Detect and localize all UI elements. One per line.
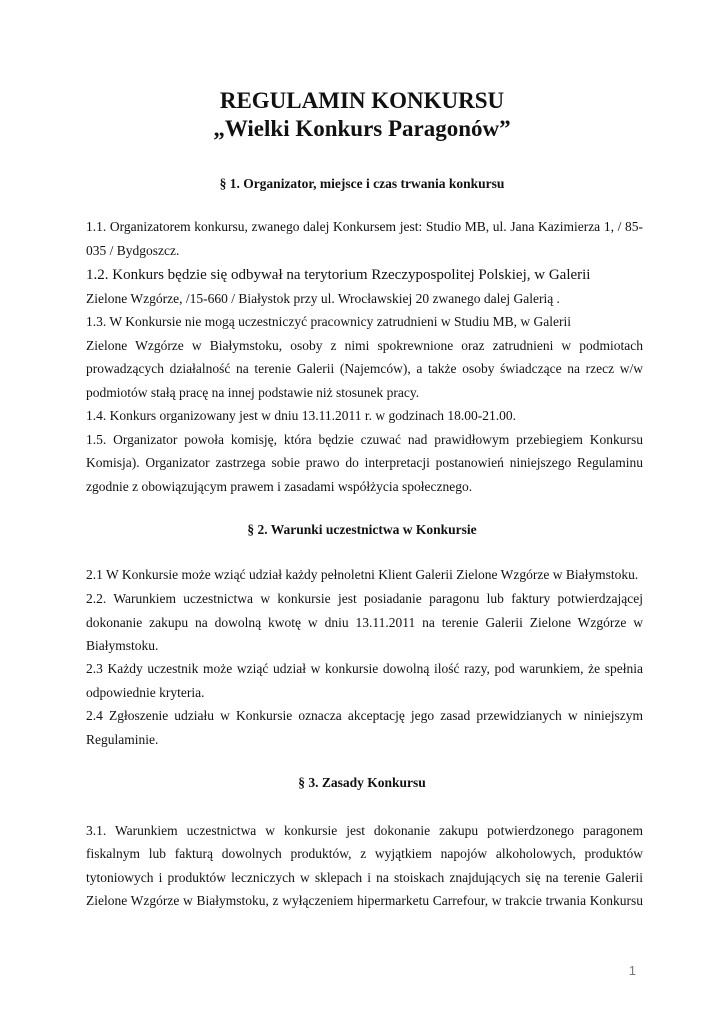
paragraph-line: 1.5. Organizator powoła komisję, która będzie czuwać nad prawidłowym przebiegiem Konkursu bbox=[86, 432, 643, 447]
paragraph-line: Białymstoku. bbox=[86, 638, 159, 653]
paragraph-line: tytoniowych i produktów leczniczych w sklepach i na stoiskach znajdujących się na terenie Galerii bbox=[86, 870, 643, 885]
paragraph-line: 035 / Bydgoszcz. bbox=[86, 243, 180, 258]
paragraph-line: Regulaminie. bbox=[86, 732, 159, 747]
document-title: REGULAMIN KONKURSU bbox=[219, 88, 505, 113]
paragraph-line: 2.3 Każdy uczestnik może wziąć udział w konkursie dowolną ilość razy, pod warunkiem, że spełnia bbox=[86, 661, 643, 676]
section-heading: § 2. Warunki uczestnictwa w Konkursie bbox=[247, 522, 477, 537]
paragraph-line: 1.2. Konkurs będzie się odbywał na terytorium Rzeczypospolitej Polskiej, w Galerii bbox=[86, 267, 591, 283]
page-number: 1 bbox=[628, 963, 636, 978]
paragraph-line: Komisja). Organizator zastrzega sobie prawo do interpretacji postanowień niniejszego Regulaminu bbox=[86, 455, 643, 470]
paragraph-line: Zielone Wzgórze w Białymstoku, osoby z nimi spokrewnione oraz zatrudnieni w podmiotach bbox=[86, 338, 643, 353]
paragraph-line: podmiotów stałą pracę na innej podstawie niż stosunek pracy. bbox=[86, 385, 420, 400]
paragraph-line: 3.1. Warunkiem uczestnictwa w konkursie jest dokonanie zakupu potwierdzonego paragonem bbox=[86, 823, 643, 838]
paragraph-line: 1.1. Organizatorem konkursu, zwanego dalej Konkursem jest: Studio MB, ul. Jana Kazimierza 1, / 85- bbox=[86, 219, 643, 234]
paragraph-line: odpowiednie kryteria. bbox=[86, 685, 205, 700]
paragraph-line: 1.3. W Konkursie nie mogą uczestniczyć pracownicy zatrudnieni w Studiu MB, w Galerii bbox=[86, 314, 572, 329]
section-heading: § 3. Zasady Konkursu bbox=[298, 775, 426, 790]
paragraph-line: dokonanie zakupu na dowolną kwotę w dniu 13.11.2011 na terenie Galerii Zielone Wzgórze w bbox=[86, 615, 643, 630]
paragraph-line: Zielone Wzgórze, /15-660 / Białystok przy ul. Wrocławskiej 20 zwanego dalej Galerią . bbox=[86, 291, 560, 306]
document-subtitle: „Wielki Konkurs Paragonów” bbox=[213, 116, 511, 141]
paragraph-line: 1.4. Konkurs organizowany jest w dniu 13.11.2011 r. w godzinach 18.00-21.00. bbox=[86, 408, 516, 423]
paragraph-line: Zielone Wzgórze w Białymstoku, z wyłączeniem hipermarketu Carrefour, w trakcie trwania Konkursu bbox=[86, 893, 643, 908]
paragraph-line: 2.4 Zgłoszenie udziału w Konkursie oznacza akceptację jego zasad przewidzianych w niniejszym bbox=[86, 708, 643, 723]
paragraph-line: fiskalnym lub fakturą dowolnych produktów, z wyjątkiem napojów alkoholowych, produktów bbox=[86, 846, 643, 861]
paragraph-line: 2.2. Warunkiem uczestnictwa w konkursie jest posiadanie paragonu lub faktury potwierdzającej bbox=[86, 591, 643, 606]
paragraph-line: 2.1 W Konkursie może wziąć udział każdy pełnoletni Klient Galerii Zielone Wzgórze w Białymstoku. bbox=[86, 567, 639, 582]
paragraph-line: prowadzących działalność na terenie Galerii (Najemców), a także osoby świadczące na rzecz w/w bbox=[86, 361, 643, 376]
section-heading: § 1. Organizator, miejsce i czas trwania konkursu bbox=[219, 176, 505, 191]
paragraph-line: zgodnie z obowiązującym prawem i zasadami współżycia społecznego. bbox=[86, 479, 473, 494]
